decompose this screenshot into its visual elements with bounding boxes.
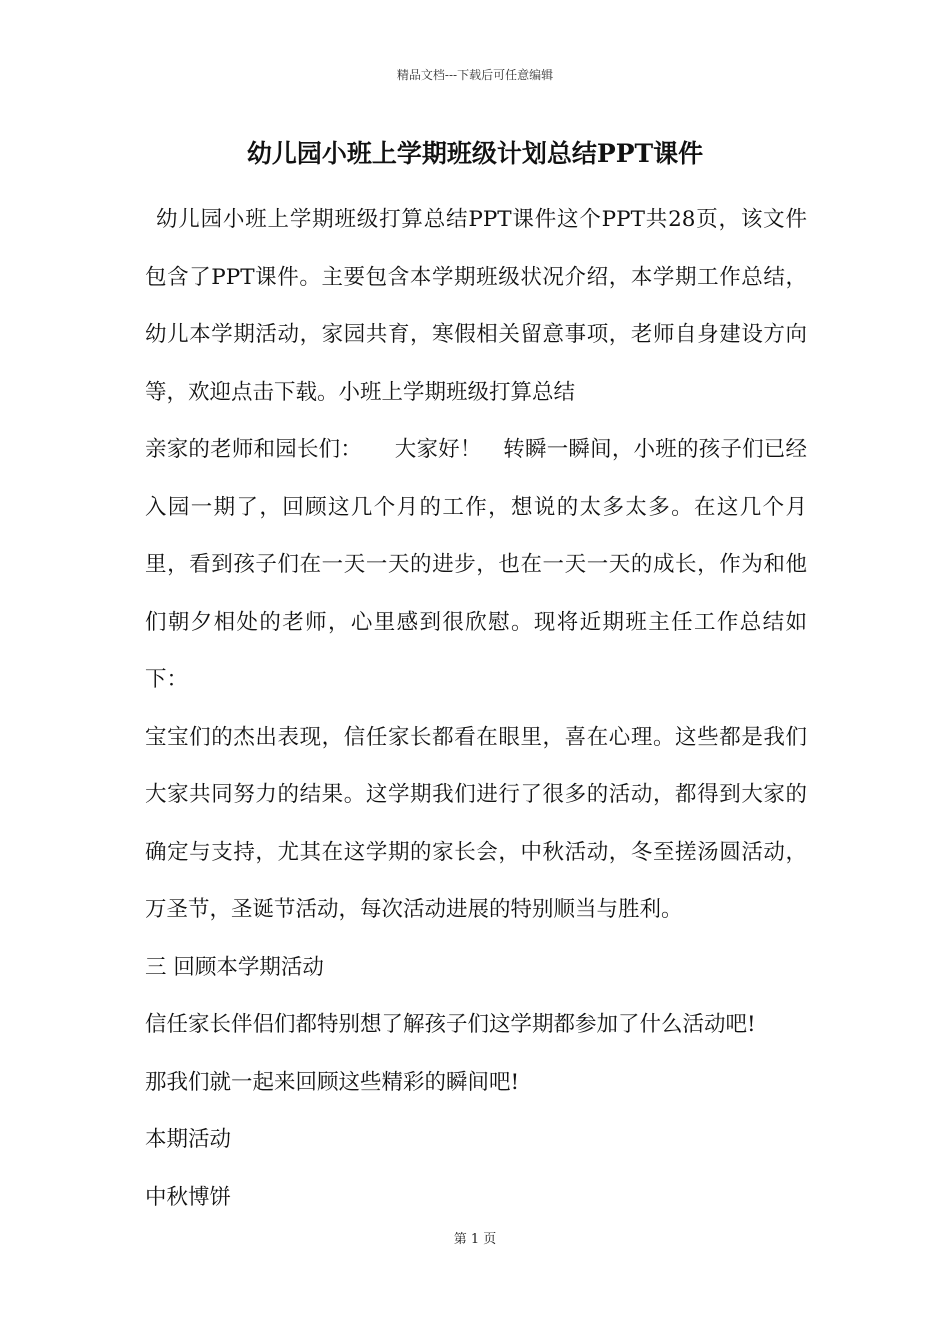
paragraph-line: 中秋博饼 bbox=[145, 1184, 232, 1210]
paragraph-line: 那我们就一起来回顾这些精彩的瞬间吧! bbox=[145, 1069, 520, 1095]
section-heading: 三 回顾本学期活动 bbox=[145, 954, 324, 980]
page-header: 精品文档---下载后可任意编辑 bbox=[396, 68, 554, 82]
document-title: 幼儿园小班上学期班级计划总结PPT课件 bbox=[246, 139, 704, 168]
document-body bbox=[145, 191, 807, 1226]
paragraph-greeting: 亲家的老师和园长们： 大家好！ 转瞬一瞬间，小班的孩子们已经入园一期了，回顾这几个月的工作，想说的太多太多。在这几个月里，看到孩子们在一天一天的进步，也在一天一天的成长，作为和他们朝夕相处的老师，心里感到很欣慰。现将近期班主任工作总结如下： bbox=[145, 437, 807, 692]
page-number: 第 1 页 bbox=[453, 1232, 497, 1247]
paragraph-line: 本期活动 bbox=[145, 1127, 232, 1152]
paragraph-intro: 幼儿园小班上学期班级打算总结PPT课件这个PPT共28页，该文件包含了PPT课件。主要包含本学期班级状况介绍，本学期工作总结，幼儿本学期活动，家园共育，寒假相关留意事项，老师自身建设方向等，欢迎点击下载。小班上学期班级打算总结 bbox=[145, 207, 807, 405]
paragraph-line: 信任家长伴侣们都特别想了解孩子们这学期都参加了什么活动吧! bbox=[145, 1012, 756, 1037]
paragraph-performance: 宝宝们的杰出表现，信任家长都看在眼里，喜在心理。这些都是我们大家共同努力的结果。这学期我们进行了很多的活动，都得到大家的确定与支持，尤其在这学期的家长会，中秋活动，冬至搓汤圆活动，万圣节，圣诞节活动，每次活动进展的特别顺当与胜利。 bbox=[145, 724, 807, 922]
